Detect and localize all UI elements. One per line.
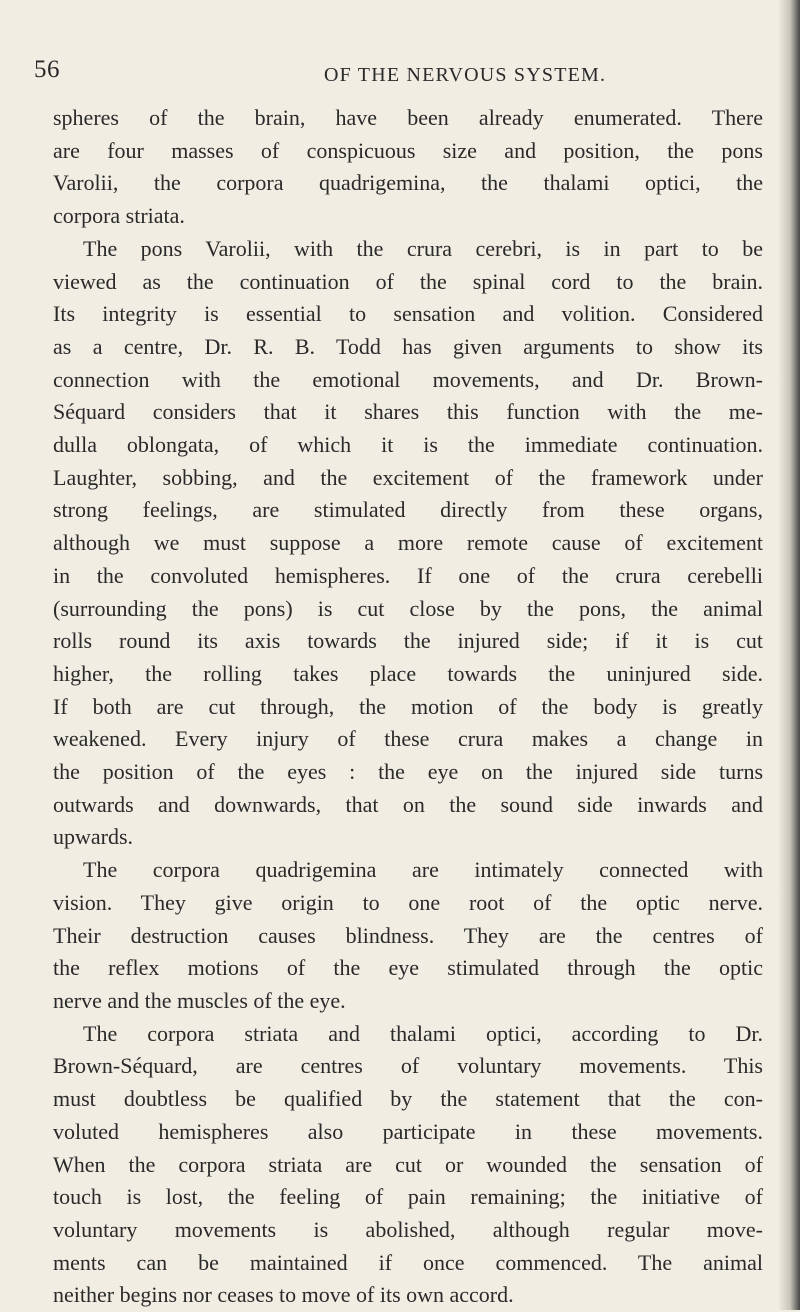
text-line: although we must suppose a more remote cause of excitement	[53, 530, 763, 556]
text-line: voluntary movements is abolished, although regular move-	[53, 1216, 763, 1242]
text-line: touch is lost, the feeling of pain remaining; the initiative of	[53, 1184, 763, 1210]
page-edge-shadow	[778, 0, 800, 1310]
text-line: The pons Varolii, with the crura cerebri, is in part to be	[83, 235, 763, 261]
text-line: the reflex motions of the eye stimulated through the optic	[53, 955, 763, 981]
text-line: Its integrity is essential to sensation and volition. Considered	[53, 301, 763, 327]
text-line: must doubtless be qualified by the statement that the con-	[53, 1086, 763, 1112]
text-line: strong feelings, are stimulated directly from these organs,	[53, 497, 763, 523]
text-line: neither begins nor ceases to move of its own accord.	[53, 1282, 514, 1308]
text-line: ments can be maintained if once commenced. The animal	[53, 1249, 763, 1275]
text-line: upwards.	[53, 824, 134, 850]
text-line: Séquard considers that it shares this function with the me-	[53, 399, 763, 425]
text-line: the position of the eyes : the eye on the injured side turns	[53, 759, 763, 785]
text-line: outwards and downwards, that on the sound side inwards and	[53, 791, 763, 817]
text-line: are four masses of conspicuous size and position, the pons	[53, 137, 763, 163]
text-line: corpora striata.	[53, 203, 185, 229]
text-line: nerve and the muscles of the eye.	[53, 987, 346, 1013]
text-line: The corpora quadrigemina are intimately connected with	[83, 857, 763, 883]
text-line: Their destruction causes blindness. They are the centres of	[53, 922, 763, 948]
text-line: The corpora striata and thalami optici, according to Dr.	[83, 1020, 763, 1046]
page-number: 56	[34, 56, 60, 83]
text-line: Varolii, the corpora quadrigemina, the thalami optici, the	[53, 170, 763, 196]
text-line: spheres of the brain, have been already enumerated. There	[53, 105, 763, 130]
text-line: higher, the rolling takes place towards the uninjured side.	[53, 660, 763, 686]
text-line: connection with the emotional movements, and Dr. Brown-	[53, 366, 763, 392]
running-head	[0, 56, 800, 96]
text-line: as a centre, Dr. R. B. Todd has given arguments to show its	[53, 333, 763, 359]
text-line: dulla oblongata, of which it is the immediate continuation.	[53, 432, 763, 458]
text-line: rolls round its axis towards the injured side; if it is cut	[53, 628, 763, 654]
text-line: (surrounding the pons) is cut close by the pons, the animal	[53, 595, 763, 621]
running-title: OF THE NERVOUS SYSTEM.	[324, 64, 607, 86]
text-line: viewed as the continuation of the spinal cord to the brain.	[53, 268, 763, 294]
text-line: voluted hemispheres also participate in these movements.	[53, 1118, 763, 1144]
text-line: in the convoluted hemispheres. If one of the crura cerebelli	[53, 562, 763, 588]
text-line: If both are cut through, the motion of the body is greatly	[53, 693, 763, 719]
text-line: vision. They give origin to one root of the optic nerve.	[53, 889, 763, 915]
text-line: Laughter, sobbing, and the excitement of the framework under	[53, 464, 763, 490]
text-line: Brown-Séquard, are centres of voluntary movements. This	[53, 1053, 763, 1079]
text-line: weakened. Every injury of these crura makes a change in	[53, 726, 763, 752]
text-line: When the corpora striata are cut or wounded the sensation of	[53, 1151, 763, 1177]
body-text	[53, 102, 763, 1312]
